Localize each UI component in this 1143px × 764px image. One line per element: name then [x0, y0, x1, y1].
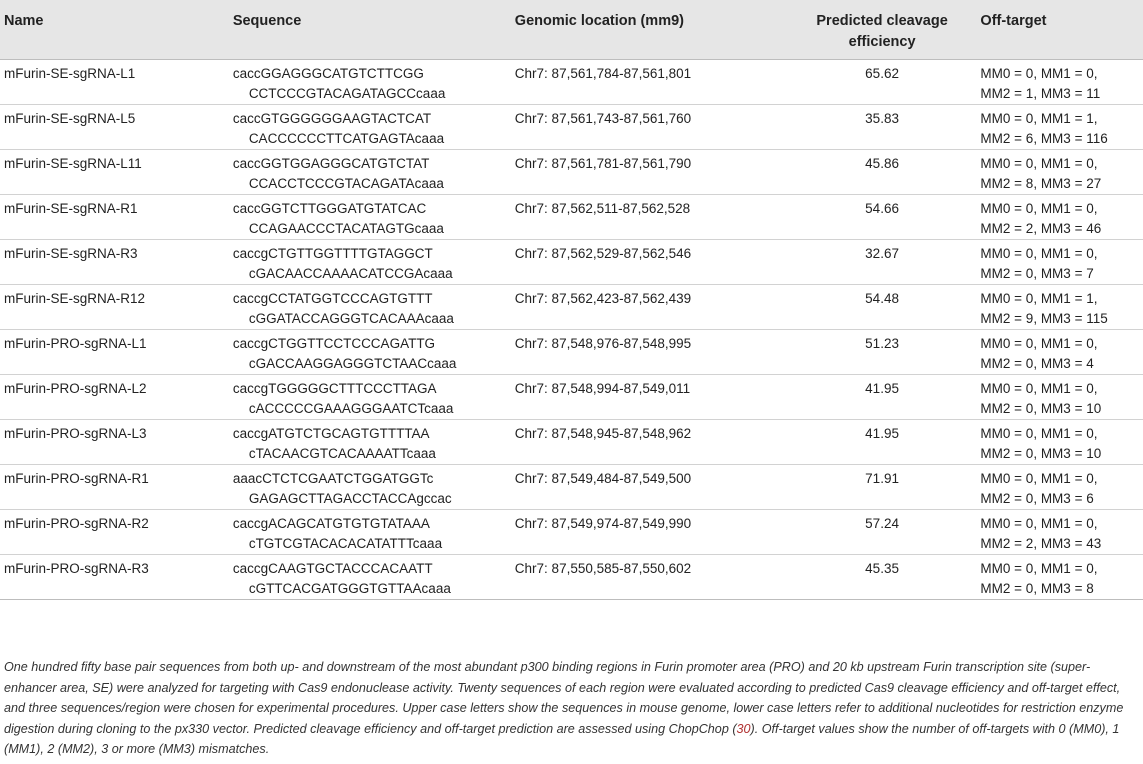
cell-offtarget — [980, 60, 1143, 105]
cell-name: mFurin-PRO-sgRNA-L1 — [0, 330, 233, 375]
offtarget-line-2: MM2 = 0, MM3 = 10 — [980, 401, 1102, 416]
table-row — [0, 285, 1143, 330]
cell-name: mFurin-SE-sgRNA-L5 — [0, 105, 233, 150]
cell-efficiency: 54.48 — [784, 285, 981, 330]
cell-location: Chr7: 87,561,784-87,561,801 — [514, 66, 692, 81]
table-row — [0, 150, 1143, 195]
cell-offtarget — [980, 150, 1143, 195]
cell-name: mFurin-SE-sgRNA-R12 — [0, 285, 233, 330]
cell-efficiency: 51.23 — [784, 330, 981, 375]
cell-efficiency: 71.91 — [784, 465, 981, 510]
cell-name: mFurin-PRO-sgRNA-L2 — [0, 375, 233, 420]
cell-name: mFurin-PRO-sgRNA-L3 — [0, 420, 233, 465]
cell-offtarget — [980, 105, 1143, 150]
cell-location: Chr7: 87,550,585-87,550,602 — [515, 555, 784, 600]
cell-location: Chr7: 87,561,743-87,561,760 — [515, 105, 784, 150]
cell-name: mFurin-SE-sgRNA-L1 — [4, 66, 136, 81]
cell-offtarget — [980, 285, 1143, 330]
cell-location: Chr7: 87,548,994-87,549,011 — [515, 375, 784, 420]
cell-efficiency: 32.67 — [784, 240, 981, 285]
header-location: Genomic location (mm9) — [515, 0, 784, 60]
caption-text-after-ref: ). Off-target values show the number of off-targets with 0 (MM0), 1 (MM1), 2 (MM2), 3 or more (MM3) mismatches. — [4, 721, 1120, 756]
offtarget-line-1: MM0 = 0, MM1 = 0, — [980, 471, 1098, 486]
table-row — [0, 375, 1143, 420]
offtarget-line-1: MM0 = 0, MM1 = 0, — [980, 66, 1098, 81]
sequence-line-2: CCACCTCCCGTACAGATAcaaa — [248, 176, 444, 191]
sequence-line-1: caccGTGGGGGGAAGTACTCAT — [232, 111, 432, 126]
cell-location: Chr7: 87,549,974-87,549,990 — [515, 510, 784, 555]
offtarget-line-2: MM2 = 0, MM3 = 7 — [980, 266, 1094, 281]
offtarget-line-2: MM2 = 0, MM3 = 10 — [980, 446, 1102, 461]
cell-offtarget — [980, 510, 1143, 555]
table-row — [0, 420, 1143, 465]
table-row — [0, 465, 1143, 510]
offtarget-line-1: MM0 = 0, MM1 = 0, — [980, 381, 1098, 396]
offtarget-line-1: MM0 = 0, MM1 = 0, — [980, 201, 1098, 216]
cell-efficiency: 41.95 — [784, 375, 981, 420]
offtarget-line-2: MM2 = 2, MM3 = 46 — [980, 221, 1102, 236]
cell-location: Chr7: 87,562,423-87,562,439 — [515, 285, 784, 330]
cell-name: mFurin-SE-sgRNA-L11 — [0, 150, 233, 195]
cell-offtarget — [980, 195, 1143, 240]
sequence-line-1: caccgCTGGTTCCTCCCAGATTG — [232, 336, 436, 351]
table-row — [0, 195, 1143, 240]
table-caption — [4, 657, 1139, 760]
sequence-line-1: caccgCTGTTGGTTTTGTAGGCT — [232, 246, 433, 261]
caption-text-before-ref: One hundred fifty base pair sequences from both up- and downstream of the most abundant p300 binding regions in Furin promoter area (PRO) and 20 kb upstream Furin transcription site (super-enhancer area, SE) were analyzed for targeting with Cas9 endonuclease activity. Twenty sequences of each region were evaluated according to predicted Cas9 cleavage efficiency and off-target effect, and three sequences/region were chosen for experimental procedures. Upper case letters show the sequences in mouse genome, lower case letters refer to additional nucleotides for restriction enzyme digestion during cloning to the px330 vector. Predicted cleavage efficiency and off-target prediction are assessed using ChopChop ( — [4, 660, 1124, 736]
cell-sequence — [233, 105, 515, 150]
sequence-line-1: caccgCAAGTGCTACCCACAATT — [232, 561, 433, 576]
cell-sequence — [233, 375, 515, 420]
sequence-line-2: CACCCCCCTTCATGAGTAcaaa — [248, 131, 445, 146]
cell-offtarget — [980, 240, 1143, 285]
cell-name: mFurin-SE-sgRNA-R1 — [0, 195, 233, 240]
offtarget-line-2: MM2 = 0, MM3 = 4 — [980, 356, 1094, 371]
cell-name: mFurin-PRO-sgRNA-R2 — [0, 510, 233, 555]
sequence-line-1: aaacCTCTCGAATCTGGATGGTc — [232, 471, 434, 486]
sequence-line-2: cGACCAAGGAGGGTCTAACcaaa — [248, 356, 457, 371]
offtarget-line-1: MM0 = 0, MM1 = 0, — [980, 336, 1098, 351]
sequence-line-1: caccgCCTATGGTCCCAGTGTTT — [232, 291, 433, 306]
offtarget-line-1: MM0 = 0, MM1 = 0, — [980, 156, 1098, 171]
cell-efficiency: 54.66 — [784, 195, 981, 240]
table-row — [0, 240, 1143, 285]
sequence-line-2: cGACAACCAAAACATCCGAcaaa — [248, 266, 453, 281]
table-row — [0, 510, 1143, 555]
cell-sequence — [233, 195, 515, 240]
table-row — [0, 60, 1143, 105]
sequence-line-2: cTGTCGTACACACATATTTcaaa — [248, 536, 443, 551]
cell-offtarget — [980, 555, 1143, 600]
cell-sequence — [233, 60, 515, 105]
cell-efficiency: 45.86 — [784, 150, 981, 195]
sequence-line-2: CCTCCCGTACAGATAGCCcaaa — [248, 86, 446, 101]
cell-location: Chr7: 87,561,781-87,561,790 — [515, 150, 784, 195]
sequence-line-2: cGGATACCAGGGTCACAAAcaaa — [248, 311, 454, 326]
caption-reference-link[interactable]: 30 — [736, 721, 751, 736]
table-body — [0, 60, 1143, 600]
cell-offtarget — [980, 330, 1143, 375]
header-offtarget: Off-target — [980, 0, 1143, 60]
cell-sequence — [233, 285, 515, 330]
offtarget-line-1: MM0 = 0, MM1 = 1, — [980, 111, 1098, 126]
offtarget-line-2: MM2 = 9, MM3 = 115 — [980, 311, 1108, 326]
sequence-line-1: caccGGTCTTGGGATGTATCAC — [232, 201, 427, 216]
table-row — [0, 330, 1143, 375]
sequence-line-2: cTACAACGTCACAAAATTcaaa — [248, 446, 436, 461]
header-sequence: Sequence — [233, 0, 515, 60]
offtarget-line-2: MM2 = 1, MM3 = 11 — [980, 86, 1101, 101]
sequence-line-1: caccgTGGGGGCTTTCCCTTAGA — [232, 381, 437, 396]
cell-name: mFurin-SE-sgRNA-R3 — [0, 240, 233, 285]
offtarget-line-1: MM0 = 0, MM1 = 0, — [980, 561, 1098, 576]
cell-offtarget — [980, 375, 1143, 420]
sequence-line-1: caccgACAGCATGTGTGTATAAA — [232, 516, 430, 531]
cell-name: mFurin-PRO-sgRNA-R3 — [0, 555, 233, 600]
cell-offtarget — [980, 465, 1143, 510]
table-row — [0, 555, 1143, 600]
cell-sequence — [233, 240, 515, 285]
header-name: Name — [0, 0, 233, 60]
sequence-line-2: GAGAGCTTAGACCTACCAgccac — [248, 491, 452, 506]
cell-efficiency: 41.95 — [784, 420, 981, 465]
cell-offtarget — [980, 420, 1143, 465]
offtarget-line-2: MM2 = 8, MM3 = 27 — [980, 176, 1102, 191]
cell-sequence — [233, 150, 515, 195]
offtarget-line-1: MM0 = 0, MM1 = 1, — [980, 291, 1098, 306]
header-efficiency: Predicted cleavage efficiency — [784, 0, 981, 60]
cell-location: Chr7: 87,562,511-87,562,528 — [515, 195, 784, 240]
sequence-line-2: cACCCCCGAAAGGGAATCTcaaa — [248, 401, 454, 416]
table-row — [0, 105, 1143, 150]
table-header-row — [0, 0, 1143, 60]
sequence-line-2: CCAGAACCCTACATAGTGcaaa — [248, 221, 444, 236]
cell-efficiency: 45.35 — [784, 555, 981, 600]
cell-efficiency: 65.62 — [865, 66, 899, 81]
sequence-line-1: caccgATGTCTGCAGTGTTTTAA — [232, 426, 430, 441]
offtarget-line-2: MM2 = 0, MM3 = 6 — [980, 491, 1094, 506]
cell-sequence — [233, 555, 515, 600]
cell-name: mFurin-PRO-sgRNA-R1 — [0, 465, 233, 510]
cell-sequence — [233, 465, 515, 510]
cell-efficiency: 35.83 — [784, 105, 981, 150]
offtarget-line-2: MM2 = 6, MM3 = 116 — [980, 131, 1108, 146]
sequence-line-1: caccGGTGGAGGGCATGTCTAT — [232, 156, 430, 171]
cell-location: Chr7: 87,548,945-87,548,962 — [515, 420, 784, 465]
offtarget-line-1: MM0 = 0, MM1 = 0, — [980, 426, 1098, 441]
offtarget-line-2: MM2 = 2, MM3 = 43 — [980, 536, 1102, 551]
sequence-line-1: caccGGAGGGCATGTCTTCGG — [232, 66, 424, 81]
offtarget-line-1: MM0 = 0, MM1 = 0, — [980, 246, 1098, 261]
cell-efficiency: 57.24 — [784, 510, 981, 555]
cell-location: Chr7: 87,562,529-87,562,546 — [515, 240, 784, 285]
cell-sequence — [233, 420, 515, 465]
cell-sequence — [233, 330, 515, 375]
offtarget-line-1: MM0 = 0, MM1 = 0, — [980, 516, 1098, 531]
cell-location: Chr7: 87,548,976-87,548,995 — [515, 330, 784, 375]
sequence-line-2: cGTTCACGATGGGTGTTAAcaaa — [248, 581, 451, 596]
cell-location: Chr7: 87,549,484-87,549,500 — [515, 465, 784, 510]
offtarget-line-2: MM2 = 0, MM3 = 8 — [980, 581, 1094, 596]
cell-sequence — [233, 510, 515, 555]
